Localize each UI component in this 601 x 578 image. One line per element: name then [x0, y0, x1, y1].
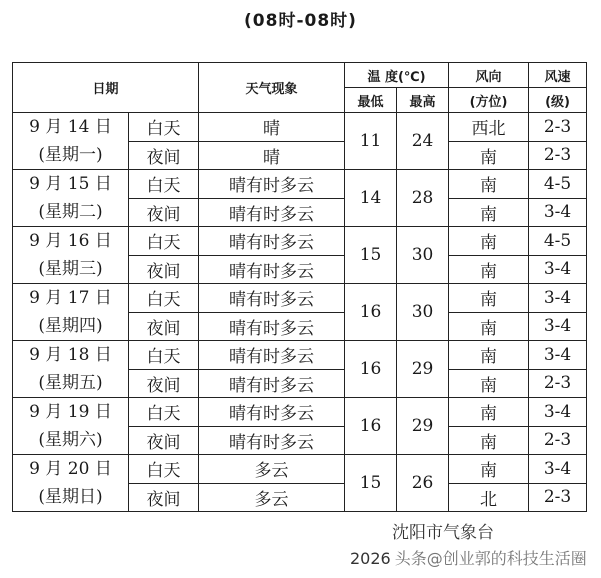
table-row: [13, 341, 587, 370]
period-label: 白天: [129, 227, 199, 256]
period-label: 夜间: [129, 198, 199, 227]
date-cell: [13, 227, 129, 284]
date-label: 9 月 20 日: [29, 459, 112, 479]
wind-speed-cell: 2-3: [529, 141, 587, 170]
weather-cell: 晴有时多云: [199, 170, 345, 199]
page-subtitle: (08时-08时): [244, 11, 357, 31]
wind-speed-cell: 3-4: [529, 312, 587, 341]
weather-cell: 多云: [199, 455, 345, 484]
header-wind-direction-unit: (方位): [449, 88, 529, 113]
date-label: 9 月 16 日: [29, 231, 112, 251]
period-label: 夜间: [129, 483, 199, 512]
issuing-station: 沈阳市气象台: [392, 523, 494, 543]
wind-direction-cell: 南: [449, 141, 529, 170]
table-row: [13, 284, 587, 313]
header-temp-min: 最低: [345, 88, 397, 113]
wind-direction-cell: 南: [449, 426, 529, 455]
wind-speed-cell: 3-4: [529, 198, 587, 227]
wind-speed-cell: 4-5: [529, 170, 587, 199]
date-cell: [13, 341, 129, 398]
period-label: 夜间: [129, 141, 199, 170]
wind-speed-cell: 2-3: [529, 483, 587, 512]
weekday-label: (星期一): [38, 145, 103, 165]
temp-max-cell: 29: [397, 398, 449, 455]
wind-speed-cell: 3-4: [529, 255, 587, 284]
period-label: 夜间: [129, 369, 199, 398]
footer-date: 2026: [350, 549, 391, 568]
period-label: 夜间: [129, 426, 199, 455]
wind-direction-cell: 南: [449, 369, 529, 398]
weekday-label: (星期日): [38, 487, 103, 507]
header-wind-direction: 风向: [449, 63, 529, 88]
temp-min-cell: 16: [345, 398, 397, 455]
date-label: 9 月 15 日: [29, 174, 112, 194]
temp-max-cell: 30: [397, 227, 449, 284]
table-row: [13, 113, 587, 142]
weather-cell: 晴有时多云: [199, 255, 345, 284]
wind-speed-cell: 3-4: [529, 284, 587, 313]
table-row: [13, 227, 587, 256]
temp-max-cell: 29: [397, 341, 449, 398]
table-row: [13, 455, 587, 484]
wind-speed-cell: 2-3: [529, 426, 587, 455]
weather-cell: 晴: [199, 113, 345, 142]
period-label: 夜间: [129, 312, 199, 341]
wind-direction-cell: 南: [449, 170, 529, 199]
period-label: 夜间: [129, 255, 199, 284]
temp-min-cell: 15: [345, 227, 397, 284]
wind-speed-cell: 2-3: [529, 113, 587, 142]
weather-cell: 晴有时多云: [199, 284, 345, 313]
period-label: 白天: [129, 113, 199, 142]
wind-direction-cell: 西北: [449, 113, 529, 142]
temp-min-cell: 16: [345, 284, 397, 341]
temp-max-cell: 26: [397, 455, 449, 512]
header-wind-speed: 风速: [529, 63, 587, 88]
temp-max-cell: 24: [397, 113, 449, 170]
weather-cell: 多云: [199, 483, 345, 512]
date-cell: [13, 398, 129, 455]
wind-speed-cell: 4-5: [529, 227, 587, 256]
temp-min-cell: 15: [345, 455, 397, 512]
weather-cell: 晴: [199, 141, 345, 170]
header-wind-speed-unit: (级): [529, 88, 587, 113]
weekday-label: (星期二): [38, 202, 103, 222]
watermark: 头条@创业郭的科技生活圈: [394, 549, 587, 568]
weather-cell: 晴有时多云: [199, 426, 345, 455]
temp-min-cell: 14: [345, 170, 397, 227]
date-label: 9 月 17 日: [29, 288, 112, 308]
period-label: 白天: [129, 284, 199, 313]
wind-speed-cell: 2-3: [529, 369, 587, 398]
period-label: 白天: [129, 341, 199, 370]
wind-speed-cell: 3-4: [529, 455, 587, 484]
weekday-label: (星期五): [38, 373, 103, 393]
table-row: [13, 170, 587, 199]
period-label: 白天: [129, 455, 199, 484]
temp-max-cell: 30: [397, 284, 449, 341]
header-temperature: 温 度(℃): [345, 63, 449, 88]
date-label: 9 月 18 日: [29, 345, 112, 365]
wind-direction-cell: 南: [449, 455, 529, 484]
weather-cell: 晴有时多云: [199, 227, 345, 256]
weekday-label: (星期六): [38, 430, 103, 450]
header-date: 日期: [13, 63, 199, 113]
temp-min-cell: 16: [345, 341, 397, 398]
date-cell: [13, 284, 129, 341]
wind-direction-cell: 南: [449, 227, 529, 256]
weekday-label: (星期四): [38, 316, 103, 336]
temp-max-cell: 28: [397, 170, 449, 227]
wind-direction-cell: 南: [449, 312, 529, 341]
weather-cell: 晴有时多云: [199, 369, 345, 398]
weekday-label: (星期三): [38, 259, 103, 279]
weather-cell: 晴有时多云: [199, 198, 345, 227]
header-temp-max: 最高: [397, 88, 449, 113]
wind-direction-cell: 北: [449, 483, 529, 512]
wind-speed-cell: 3-4: [529, 341, 587, 370]
temp-min-cell: 11: [345, 113, 397, 170]
weather-cell: 晴有时多云: [199, 398, 345, 427]
wind-direction-cell: 南: [449, 284, 529, 313]
table-body: [13, 113, 587, 512]
period-label: 白天: [129, 170, 199, 199]
footer-line: [350, 546, 587, 569]
header-weather: 天气现象: [199, 63, 345, 113]
forecast-table: [12, 62, 587, 512]
wind-speed-cell: 3-4: [529, 398, 587, 427]
table-header: [13, 63, 587, 113]
date-cell: [13, 455, 129, 512]
weather-cell: 晴有时多云: [199, 312, 345, 341]
wind-direction-cell: 南: [449, 255, 529, 284]
wind-direction-cell: 南: [449, 398, 529, 427]
date-cell: [13, 113, 129, 170]
weather-cell: 晴有时多云: [199, 341, 345, 370]
period-label: 白天: [129, 398, 199, 427]
date-label: 9 月 14 日: [29, 117, 112, 137]
wind-direction-cell: 南: [449, 198, 529, 227]
wind-direction-cell: 南: [449, 341, 529, 370]
date-cell: [13, 170, 129, 227]
table-row: [13, 398, 587, 427]
date-label: 9 月 19 日: [29, 402, 112, 422]
